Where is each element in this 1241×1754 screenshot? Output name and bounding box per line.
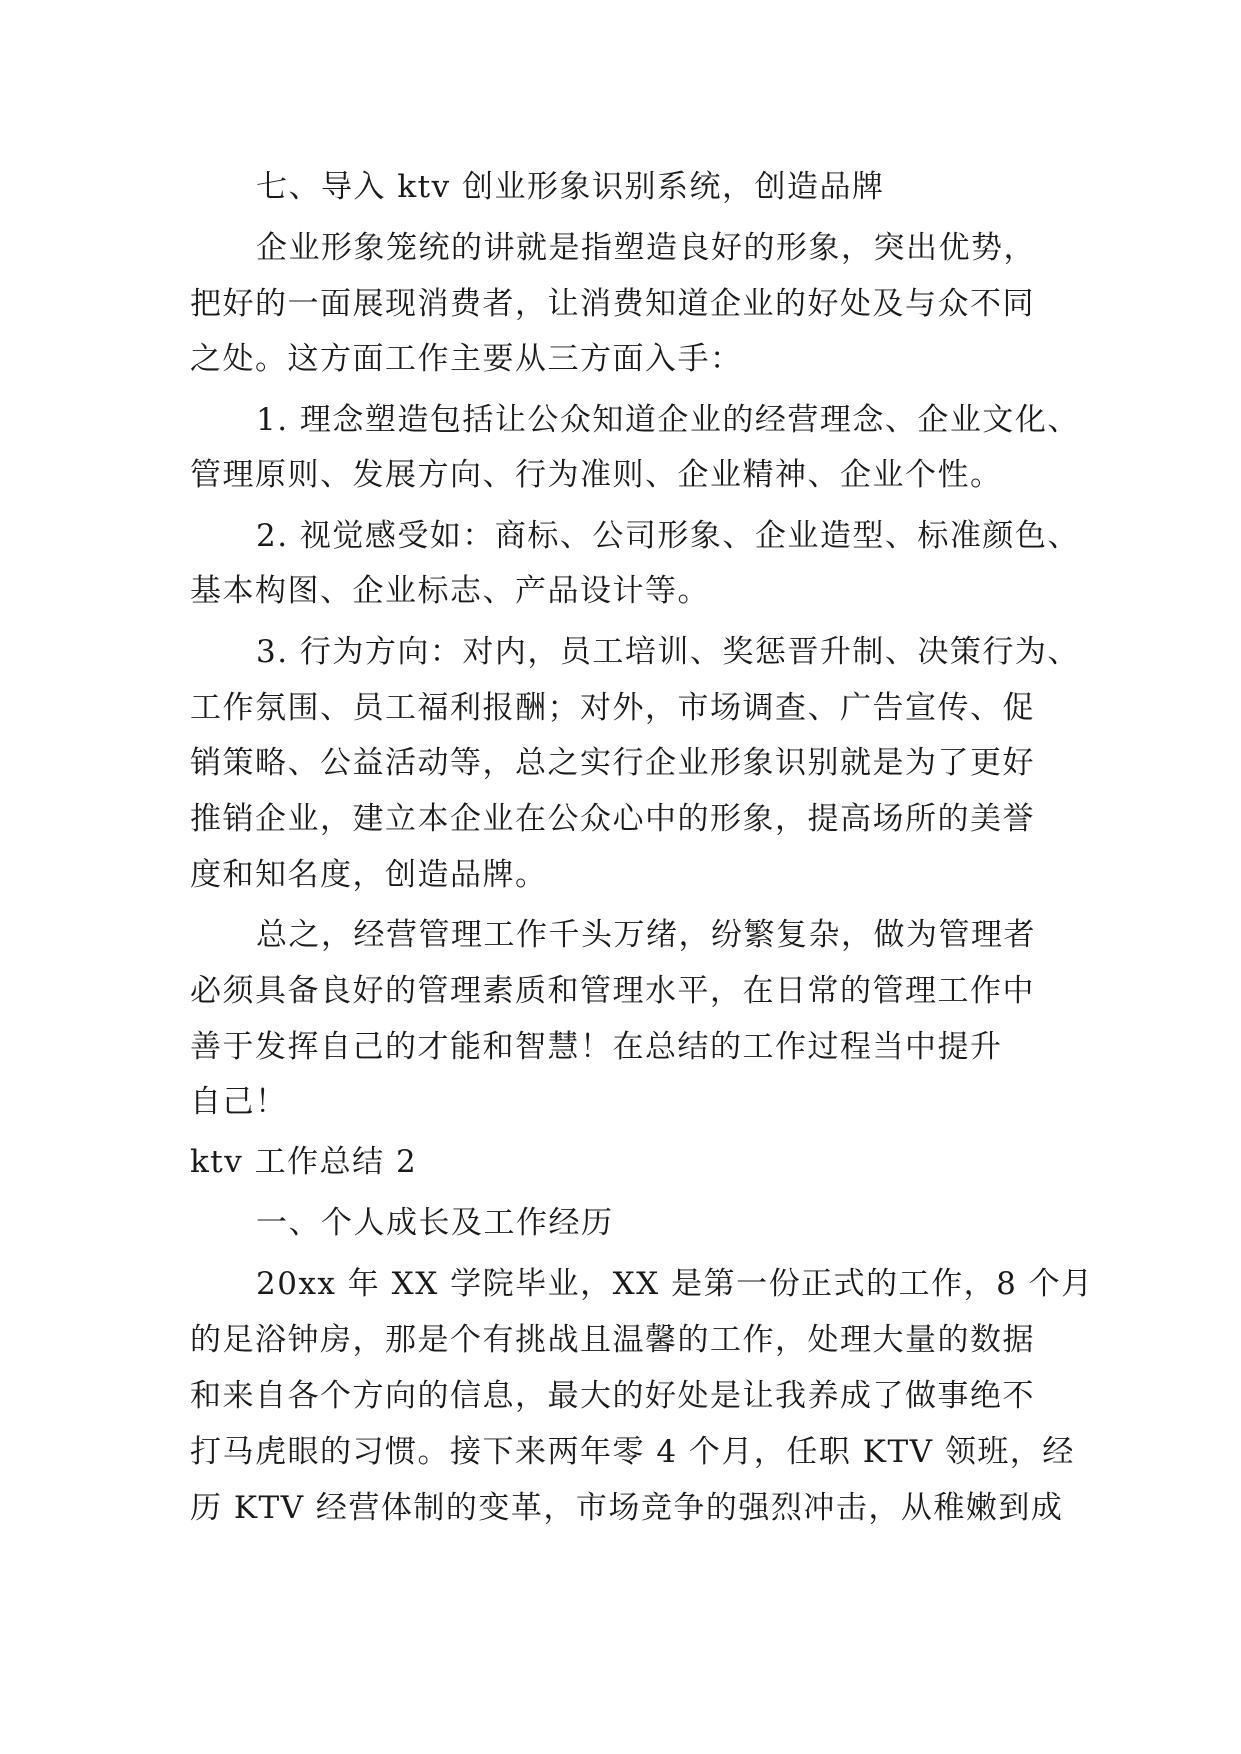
paragraph-line: 必须具备良好的管理素质和管理水平，在日常的管理工作中 xyxy=(190,973,1035,1009)
paragraph-line: 自己！ xyxy=(190,1084,288,1120)
paragraph-line: 20xx 年 XX 学院毕业，XX 是第一份正式的工作，8 个月 xyxy=(256,1266,1094,1302)
paragraph-line: 打马虎眼的习惯。接下来两年零 4 个月，任职 KTV 领班，经 xyxy=(190,1434,1075,1470)
paragraph-line: 把好的一面展现消费者，让消费知道企业的好处及与众不同 xyxy=(190,286,1035,322)
document-title: ktv 工作总结 2 xyxy=(190,1144,418,1180)
paragraph-line: 善于发挥自己的才能和智慧！在总结的工作过程当中提升 xyxy=(190,1029,1003,1065)
paragraph-line: 之处。这方面工作主要从三方面入手： xyxy=(190,341,743,377)
list-item-3: 3. 行为方向：对内，员工培训、奖惩晋升制、决策行为、 xyxy=(256,634,1080,670)
paragraph-line: 的足浴钟房，那是个有挑战且温馨的工作，处理大量的数据 xyxy=(190,1322,1035,1358)
paragraph-line: 企业形象笼统的讲就是指塑造良好的形象，突出优势， xyxy=(256,230,1036,266)
paragraph-line: 度和知名度，创造品牌。 xyxy=(190,857,548,893)
paragraph-line: 管理原则、发展方向、行为准则、企业精神、企业个性。 xyxy=(190,457,1003,493)
list-item-1: 1. 理念塑造包括让公众知道企业的经营理念、企业文化、 xyxy=(256,402,1080,438)
paragraph-line: 和来自各个方向的信息，最大的好处是让我养成了做事绝不 xyxy=(190,1378,1035,1414)
paragraph-line: 推销企业，建立本企业在公众心中的形象，提高场所的美誉 xyxy=(190,801,1035,837)
list-item-2: 2. 视觉感受如：商标、公司形象、企业造型、标准颜色、 xyxy=(256,518,1080,554)
paragraph-line: 历 KTV 经营体制的变革，市场竞争的强烈冲击，从稚嫩到成 xyxy=(190,1490,1064,1526)
section-heading-7: 七、导入 ktv 创业形象识别系统，创造品牌 xyxy=(256,169,885,205)
section-heading-1: 一、个人成长及工作经历 xyxy=(256,1205,614,1241)
paragraph-line: 工作氛围、员工福利报酬；对外，市场调查、广告宣传、促 xyxy=(190,690,1035,726)
paragraph-line: 销策略、公益活动等，总之实行企业形象识别就是为了更好 xyxy=(190,745,1035,781)
paragraph-line: 总之，经营管理工作千头万绪，纷繁复杂，做为管理者 xyxy=(256,917,1036,953)
paragraph-line: 基本构图、企业标志、产品设计等。 xyxy=(190,573,710,609)
